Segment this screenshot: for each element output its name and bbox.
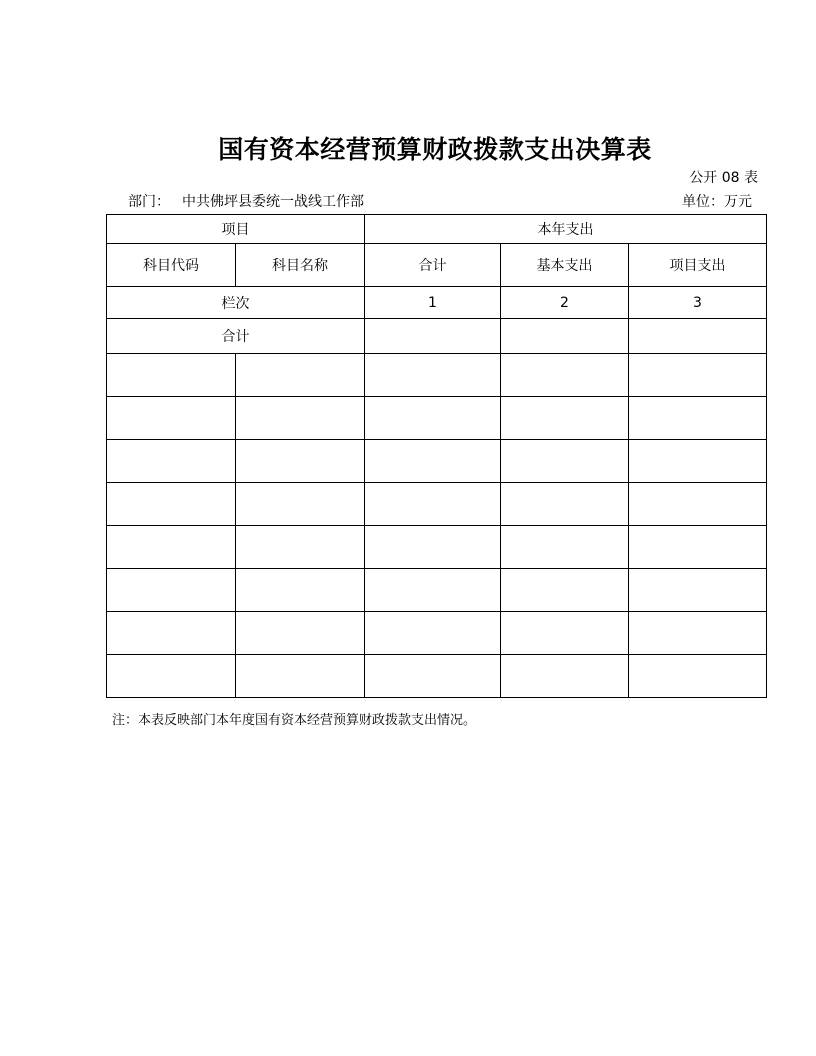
subject-name-cell xyxy=(236,655,365,698)
header-columns-row xyxy=(107,244,767,287)
total-cell xyxy=(365,440,501,483)
table-row xyxy=(107,655,767,698)
project-expenditure-cell xyxy=(629,440,767,483)
header-group-row xyxy=(107,215,767,244)
subject-code-cell xyxy=(107,354,236,397)
unit-label: 单位：万元 xyxy=(682,194,752,210)
basic-expenditure-cell xyxy=(501,526,629,569)
total-cell xyxy=(365,526,501,569)
total-cell xyxy=(365,569,501,612)
header-subject-code: 科目代码 xyxy=(107,244,236,287)
basic-expenditure-cell xyxy=(501,569,629,612)
column-number: 1 xyxy=(365,287,501,319)
column-number: 3 xyxy=(629,287,767,319)
subject-code-cell xyxy=(107,612,236,655)
subject-code-cell xyxy=(107,440,236,483)
table-row xyxy=(107,569,767,612)
basic-expenditure-cell xyxy=(501,655,629,698)
total-cell xyxy=(365,319,501,354)
subject-code-cell xyxy=(107,483,236,526)
subject-name-cell xyxy=(236,440,365,483)
subject-name-cell xyxy=(236,397,365,440)
header-subject-name: 科目名称 xyxy=(236,244,365,287)
basic-expenditure-cell xyxy=(501,397,629,440)
total-cell xyxy=(365,655,501,698)
table-row xyxy=(107,526,767,569)
basic-expenditure-cell xyxy=(501,440,629,483)
basic-expenditure-cell xyxy=(501,612,629,655)
project-expenditure-cell xyxy=(629,655,767,698)
total-cell xyxy=(501,319,629,354)
project-expenditure-cell xyxy=(629,612,767,655)
department-line xyxy=(128,191,364,211)
header-item: 项目 xyxy=(107,215,365,244)
footnote: 注：本表反映部门本年度国有资本经营预算财政拨款支出情况。 xyxy=(112,713,477,728)
table-row xyxy=(107,397,767,440)
subject-name-cell xyxy=(236,569,365,612)
table-row xyxy=(107,483,767,526)
form-code: 公开 08 表 xyxy=(689,170,758,186)
total-cell xyxy=(365,483,501,526)
subject-name-cell xyxy=(236,612,365,655)
department-value: 中共佛坪县委统一战线工作部 xyxy=(182,194,364,210)
column-order-label: 栏次 xyxy=(107,287,365,319)
header-basic-expenditure: 基本支出 xyxy=(501,244,629,287)
column-number: 2 xyxy=(501,287,629,319)
column-order-row xyxy=(107,287,767,319)
table-row xyxy=(107,612,767,655)
total-cell xyxy=(365,612,501,655)
table-row xyxy=(107,354,767,397)
total-row xyxy=(107,319,767,354)
project-expenditure-cell xyxy=(629,354,767,397)
basic-expenditure-cell xyxy=(501,354,629,397)
project-expenditure-cell xyxy=(629,526,767,569)
total-cell xyxy=(365,397,501,440)
project-expenditure-cell xyxy=(629,397,767,440)
subject-name-cell xyxy=(236,483,365,526)
table-row xyxy=(107,440,767,483)
project-expenditure-cell xyxy=(629,483,767,526)
subject-name-cell xyxy=(236,526,365,569)
subject-code-cell xyxy=(107,526,236,569)
expenditure-table xyxy=(106,214,767,698)
total-cell xyxy=(629,319,767,354)
header-total: 合计 xyxy=(365,244,501,287)
header-project-expenditure: 项目支出 xyxy=(629,244,767,287)
subject-code-cell xyxy=(107,569,236,612)
project-expenditure-cell xyxy=(629,569,767,612)
total-row-label: 合计 xyxy=(107,319,365,354)
page-title: 国有资本经营预算财政拨款支出决算表 xyxy=(218,135,652,164)
subject-name-cell xyxy=(236,354,365,397)
total-cell xyxy=(365,354,501,397)
header-current-year-expenditure: 本年支出 xyxy=(365,215,767,244)
department-label: 部门： xyxy=(128,194,170,210)
subject-code-cell xyxy=(107,655,236,698)
basic-expenditure-cell xyxy=(501,483,629,526)
subject-code-cell xyxy=(107,397,236,440)
